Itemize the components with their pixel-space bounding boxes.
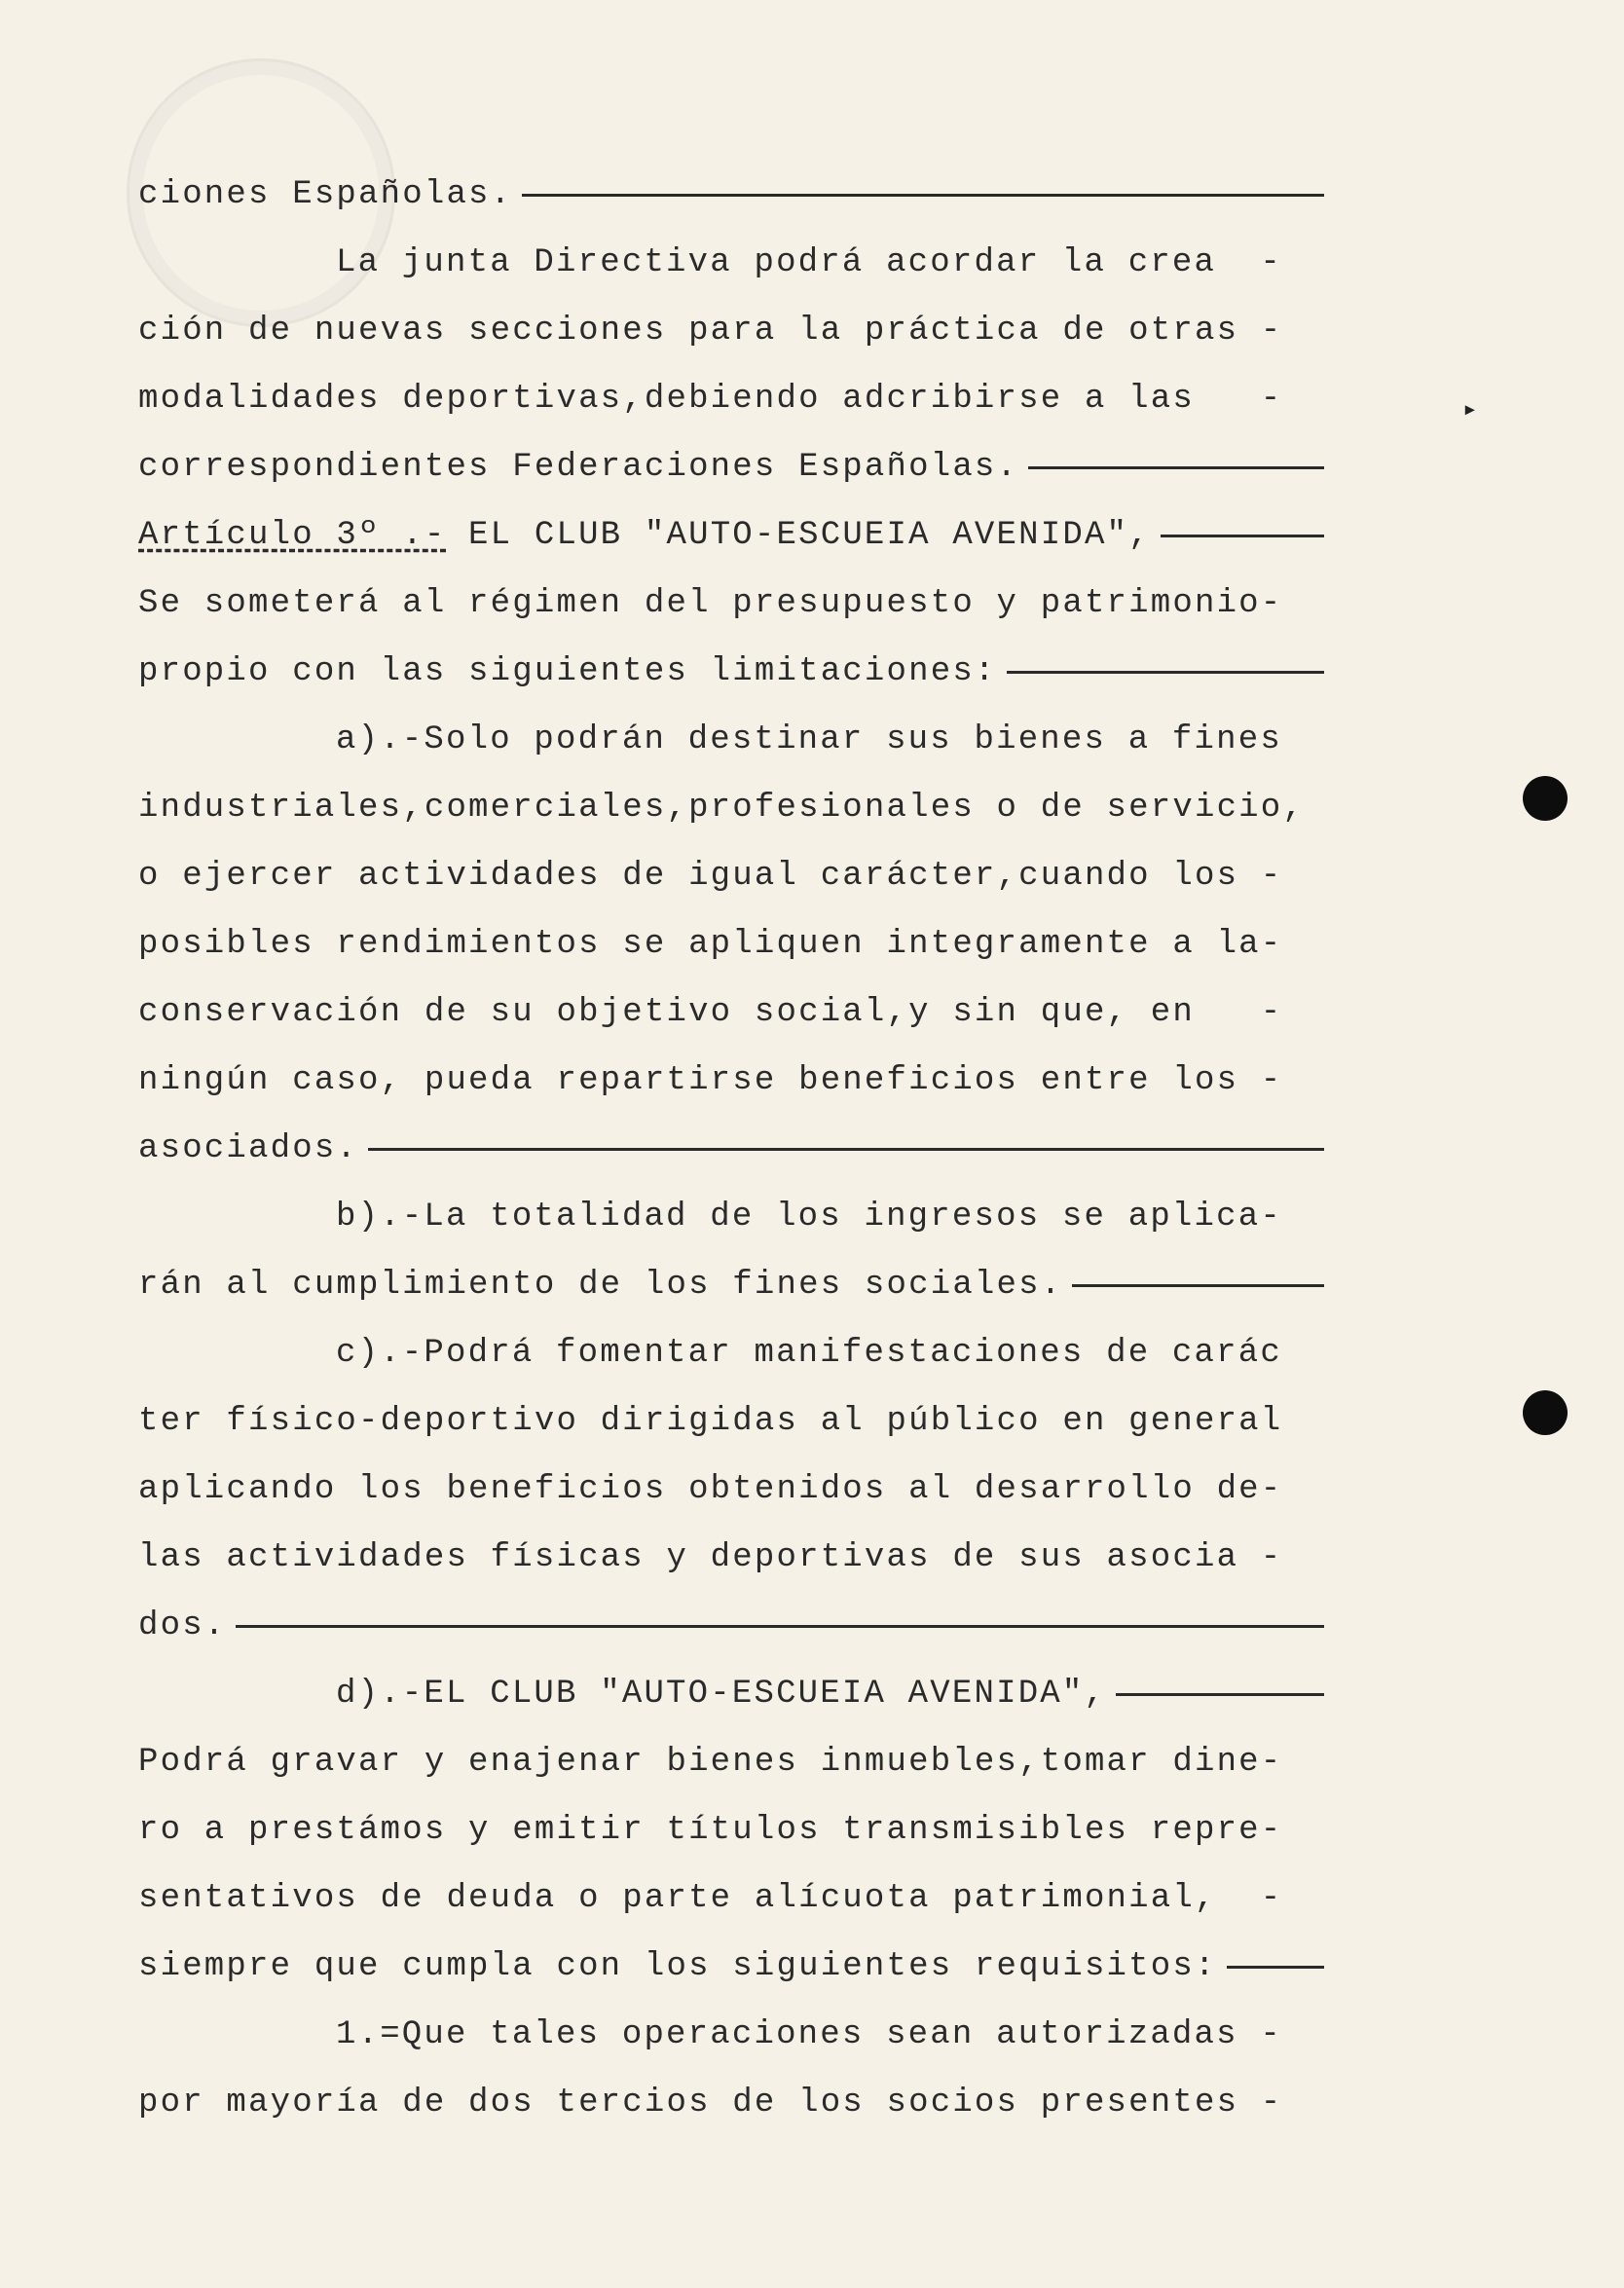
line-text: b).-La totalidad de los ingresos se aplica-: [336, 1199, 1282, 1236]
punch-hole: [1523, 776, 1568, 821]
line-text: La junta Directiva podrá acordar la crea -: [336, 244, 1282, 281]
line-text: por mayoría de dos tercios de los socios presentes -: [138, 2085, 1283, 2122]
text-line: [138, 229, 1324, 297]
fill-rule: [1028, 466, 1324, 469]
fill-rule: [1227, 1966, 1324, 1969]
text-line: [138, 638, 1324, 706]
line-text: correspondientes Federaciones Españolas.: [138, 449, 1019, 486]
fill-rule: [522, 194, 1324, 197]
line-text: Se someterá al régimen del presupuesto y patrimonio-: [138, 585, 1283, 622]
typewritten-page: [138, 161, 1324, 2137]
text-line: [138, 570, 1324, 638]
text-line: [138, 1933, 1324, 2001]
line-text: industriales,comerciales,profesionales o de servicio,: [138, 790, 1305, 827]
text-line: [138, 365, 1324, 433]
text-line: [138, 1456, 1324, 1524]
line-text: 1.=Que tales operaciones sean autorizadas -: [336, 2016, 1282, 2053]
text-line: [138, 706, 1324, 774]
text-line: [138, 1524, 1324, 1592]
text-line: [138, 433, 1324, 501]
line-text: ter físico-deportivo dirigidas al público en general: [138, 1403, 1283, 1440]
line-text: ro a prestámos y emitir títulos transmisibles repre-: [138, 1812, 1283, 1849]
line-text: propio con las siguientes limitaciones:: [138, 653, 997, 690]
line-text: modalidades deportivas,debiendo adcribirse a las -: [138, 381, 1283, 418]
line-text: las actividades físicas y deportivas de sus asocia -: [138, 1539, 1283, 1576]
text-line: [138, 501, 1324, 570]
line-text: dos.: [138, 1607, 227, 1644]
fill-rule: [1072, 1284, 1324, 1287]
text-line: [138, 1796, 1324, 1864]
text-line: [138, 842, 1324, 910]
line-text: EL CLUB "AUTO-ESCUEIA AVENIDA",: [446, 517, 1151, 554]
line-text: c).-Podrá fomentar manifestaciones de carác: [336, 1335, 1282, 1372]
line-text: ción de nuevas secciones para la práctica de otras -: [138, 313, 1283, 350]
text-line: [138, 1319, 1324, 1387]
line-text: aplicando los beneficios obtenidos al desarrollo de-: [138, 1471, 1283, 1508]
text-line: [138, 910, 1324, 978]
text-line: [138, 1660, 1324, 1728]
margin-mark: ▸: [1462, 395, 1478, 424]
line-text: ciones Españolas.: [138, 176, 513, 213]
line-text: posibles rendimientos se apliquen integramente a la-: [138, 926, 1283, 963]
line-text: rán al cumplimiento de los fines sociales.: [138, 1267, 1063, 1304]
fill-rule: [1007, 671, 1324, 674]
text-line: [138, 774, 1324, 842]
fill-rule: [368, 1148, 1324, 1151]
line-text: a).-Solo podrán destinar sus bienes a fines: [336, 721, 1282, 758]
line-text: ningún caso, pueda repartirse beneficios entre los -: [138, 1062, 1283, 1099]
fill-rule: [1116, 1693, 1324, 1696]
text-line: [138, 1183, 1324, 1251]
article-heading: Artículo 3º .-: [138, 517, 447, 554]
punch-hole: [1523, 1390, 1568, 1435]
text-line: [138, 1251, 1324, 1319]
fill-rule: [236, 1625, 1324, 1628]
text-line: [138, 297, 1324, 365]
text-line: [138, 2069, 1324, 2137]
line-text: conservación de su objetivo social,y sin que, en -: [138, 994, 1283, 1031]
line-text: o ejercer actividades de igual carácter,cuando los -: [138, 858, 1283, 895]
text-line: [138, 1387, 1324, 1456]
text-line: [138, 978, 1324, 1047]
text-line: [138, 1864, 1324, 1933]
text-line: [138, 1115, 1324, 1183]
text-line: [138, 1728, 1324, 1796]
line-text: Podrá gravar y enajenar bienes inmuebles,tomar dine-: [138, 1744, 1283, 1781]
line-text: siempre que cumpla con los siguientes requisitos:: [138, 1948, 1217, 1985]
text-line: [138, 2001, 1324, 2069]
line-text: asociados.: [138, 1130, 359, 1167]
text-line: [138, 1592, 1324, 1660]
text-line: [138, 161, 1324, 229]
line-text: sentativos de deuda o parte alícuota patrimonial, -: [138, 1880, 1283, 1917]
text-line: [138, 1047, 1324, 1115]
line-text: d).-EL CLUB "AUTO-ESCUEIA AVENIDA",: [336, 1676, 1107, 1713]
fill-rule: [1161, 535, 1324, 537]
